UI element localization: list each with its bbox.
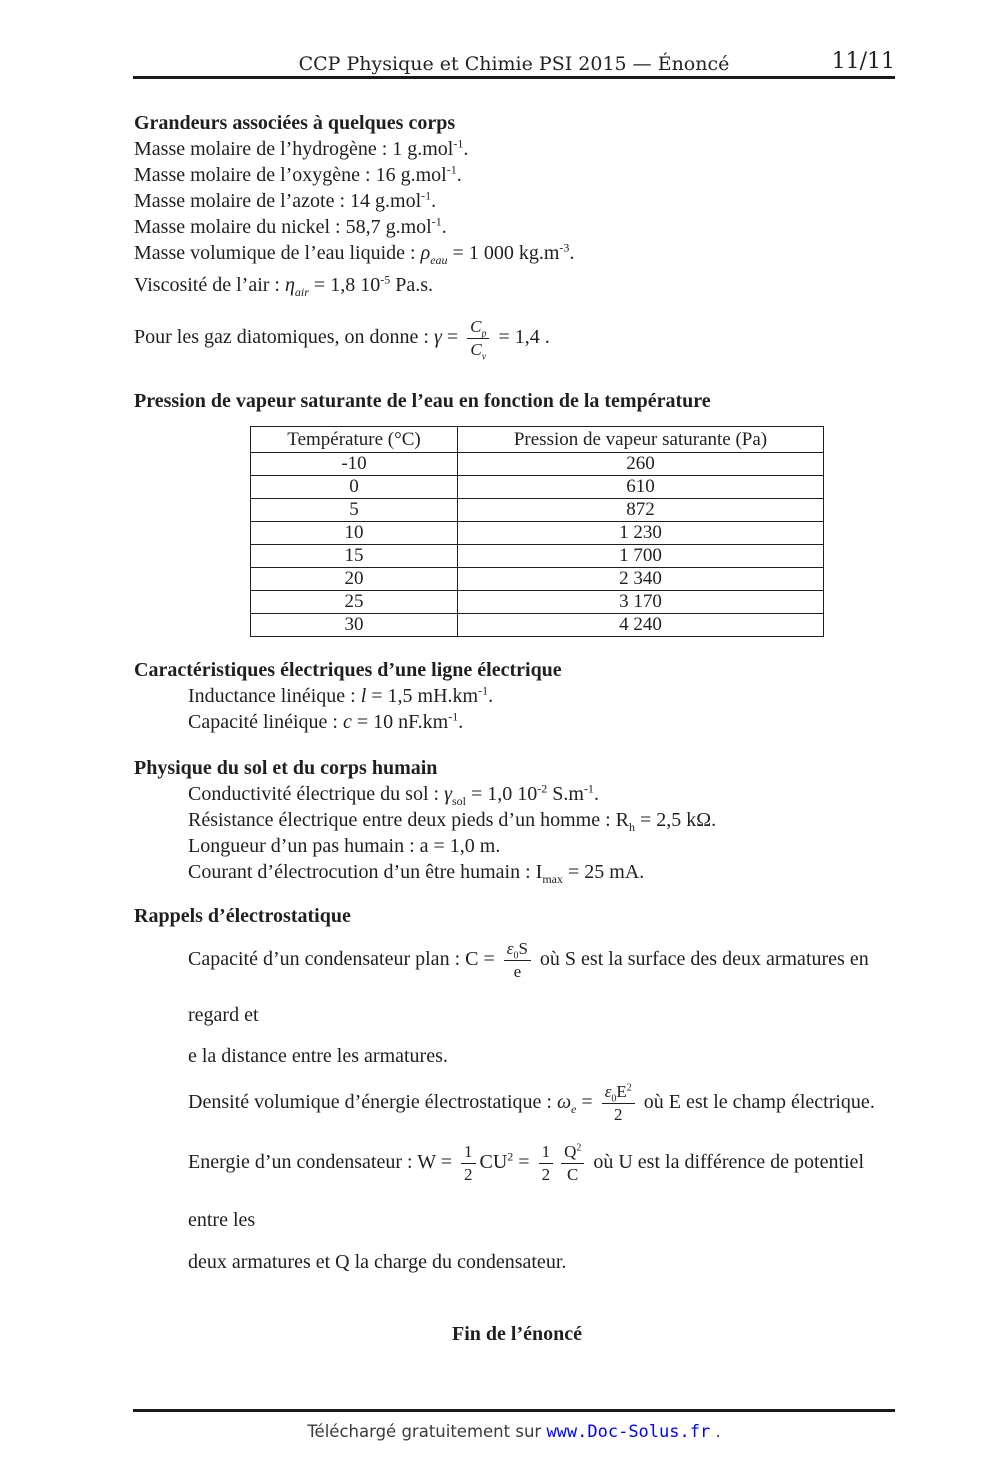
cell-pression: 1 700	[458, 545, 824, 568]
text-fragment: Viscosité de l’air :	[134, 274, 285, 296]
text-fragment: =	[478, 948, 500, 970]
text-fragment: .	[456, 164, 462, 186]
fraction-numerator	[467, 317, 489, 338]
text-fragment: = 1 000 kg.m	[447, 242, 560, 264]
fraction-numerator	[561, 1142, 584, 1163]
fraction-un-demi	[539, 1142, 554, 1186]
text-fragment: =	[513, 1151, 535, 1173]
table-header-row	[251, 427, 824, 453]
header-title: CCP Physique et Chimie PSI 2015 — Énoncé	[298, 53, 730, 75]
subscript: 0	[513, 949, 519, 961]
epsilon-symbol: ε	[506, 938, 514, 958]
rho-symbol: ρ	[420, 242, 431, 264]
l-symbol: l	[360, 685, 367, 707]
text-fragment: Pour les gaz diatomiques, on donne :	[134, 326, 434, 348]
fraction-numerator	[602, 1082, 635, 1103]
exponent: 2	[626, 1081, 632, 1093]
line-gamma-gaz	[134, 310, 900, 364]
exponent: -1	[478, 683, 489, 698]
text-fragment: Inductance linéique :	[188, 685, 361, 707]
line-masse-nickel	[134, 214, 900, 240]
subscript: h	[628, 820, 635, 834]
subscript: sol	[451, 794, 466, 808]
page-number: 11/11	[831, 49, 895, 74]
table-row	[251, 453, 824, 476]
table-row	[251, 522, 824, 545]
line-masse-hydrogene	[134, 136, 900, 162]
section-heading-grandeurs: Grandeurs associées à quelques corps	[134, 112, 456, 134]
line-masse-oxygene	[134, 162, 900, 188]
text-fragment: .	[458, 711, 464, 733]
cell-pression: 610	[458, 476, 824, 499]
text-fragment: Masse molaire de l’hydrogène : 1 g.mol	[134, 138, 454, 160]
table-row	[251, 499, 824, 522]
text-fragment: = 2,5 kΩ.	[634, 809, 717, 831]
exponent: 2	[576, 1141, 582, 1153]
exponent: -1	[453, 136, 464, 151]
line-inductance	[188, 683, 900, 709]
text-fragment: S	[518, 938, 528, 958]
exponent: 2	[507, 1149, 514, 1164]
text-fragment: =	[435, 1151, 457, 1173]
table-row	[251, 476, 824, 499]
fraction-denominator: e	[504, 960, 531, 982]
fraction-denominator: C	[561, 1163, 584, 1185]
cell-temperature: 25	[251, 591, 458, 614]
cell-temperature: 0	[251, 476, 458, 499]
table-row	[251, 591, 824, 614]
exponent: -2	[537, 781, 548, 796]
subscript: p	[481, 327, 487, 339]
text-fragment: Q	[564, 1141, 577, 1161]
text-fragment: E	[616, 1081, 627, 1101]
page-content	[134, 110, 900, 1347]
section-heading-vapeur: Pression de vapeur saturante de l’eau en fonction de la température	[134, 390, 711, 412]
vapor-pressure-table	[250, 426, 824, 637]
cell-pression: 4 240	[458, 614, 824, 637]
line-viscosite-air	[134, 272, 900, 298]
table-row	[251, 568, 824, 591]
exponent: -5	[380, 272, 391, 287]
text-fragment: = 1,4 .	[493, 326, 550, 348]
table-row	[251, 545, 824, 568]
fraction-denominator: 2	[602, 1103, 635, 1125]
text-fragment: .	[488, 685, 494, 707]
cell-temperature: 15	[251, 545, 458, 568]
text-fragment: où S est la surface des deux armatures en regard et	[188, 948, 869, 1026]
fraction-numerator: 1	[464, 1141, 473, 1161]
line-densite-energie	[188, 1073, 900, 1131]
text-fragment: où E est le champ électrique.	[638, 1091, 875, 1113]
text-fragment: Densité volumique d’énergie électrostatique :	[188, 1091, 557, 1113]
table-row	[251, 614, 824, 637]
text-fragment: Energie d’un condensateur : W	[188, 1151, 436, 1173]
line-masse-volumique-eau	[134, 240, 900, 266]
subscript: eau	[430, 253, 448, 267]
line-condensateur-plan	[188, 931, 900, 1043]
text-fragment: .	[441, 216, 447, 238]
text-fragment: Conductivité électrique du sol :	[188, 783, 445, 805]
text-fragment: = 1,0 10	[465, 783, 538, 805]
text-fragment: =	[441, 326, 464, 348]
text-fragment: Masse volumique de l’eau liquide :	[134, 242, 421, 264]
cell-pression: 872	[458, 499, 824, 522]
fraction-denominator	[467, 338, 489, 363]
gamma-symbol: γ	[444, 783, 452, 805]
eta-symbol: η	[284, 274, 295, 296]
subscript: 0	[611, 1092, 617, 1104]
text-fragment: .	[463, 138, 469, 160]
fraction-numerator	[504, 939, 531, 960]
fraction-cp-cv	[467, 317, 489, 361]
text-fragment: .	[569, 242, 575, 264]
text-fragment: C	[470, 339, 482, 359]
text-fragment: = 1,5 mH.km	[366, 685, 479, 707]
line-masse-azote	[134, 188, 900, 214]
text-fragment: Masse molaire de l’azote : 14 g.mol	[134, 190, 422, 212]
text-fragment: .	[593, 783, 599, 805]
gamma-symbol: γ	[433, 326, 442, 348]
line-conductivite	[188, 781, 900, 807]
cell-temperature: 20	[251, 568, 458, 591]
section-heading-electrostatique: Rappels d’électrostatique	[134, 905, 351, 927]
text-fragment: Résistance électrique entre deux pieds d’un homme : R	[188, 809, 629, 831]
line-condensateur-suite: e la distance entre les armatures.	[188, 1045, 448, 1067]
line-resistance	[188, 807, 900, 833]
cell-pression: 3 170	[458, 591, 824, 614]
cell-temperature: 30	[251, 614, 458, 637]
fraction-numerator: 1	[541, 1141, 551, 1161]
cell-temperature: -10	[251, 453, 458, 476]
end-of-document-label: Fin de l’énoncé	[452, 1323, 582, 1345]
line-energie-suite: deux armatures et Q la charge du condensateur.	[188, 1251, 567, 1273]
footer-text: Téléchargé gratuitement sur	[307, 1422, 547, 1441]
fraction-denominator: 2	[539, 1163, 554, 1185]
exponent: -1	[421, 188, 432, 203]
text-fragment: Capacité linéique :	[188, 711, 343, 733]
line-courant-electrocution	[188, 859, 900, 885]
column-header-temperature: Température (°C)	[251, 427, 458, 453]
subscript: v	[481, 351, 487, 363]
text-fragment: C	[470, 316, 482, 336]
cell-temperature: 5	[251, 499, 458, 522]
cell-temperature: 10	[251, 522, 458, 545]
c-symbol: c	[342, 711, 352, 733]
fraction-eps0S-e	[504, 939, 531, 983]
text-fragment: Courant d’électrocution d’un être humain : I	[188, 861, 543, 883]
text-fragment: = 25 mA.	[563, 861, 645, 883]
footer-text: .	[710, 1422, 721, 1441]
subscript: e	[571, 1102, 577, 1116]
subscript: air	[294, 285, 309, 299]
text-fragment: .	[431, 190, 437, 212]
epsilon-symbol: ε	[604, 1081, 612, 1101]
line-energie-condensateur	[188, 1133, 900, 1249]
text-fragment: = 10 nF.km	[351, 711, 449, 733]
text-fragment: =	[576, 1091, 598, 1113]
column-header-pression: Pression de vapeur saturante (Pa)	[458, 427, 824, 453]
cell-pression: 260	[458, 453, 824, 476]
text-fragment: où U est la différence de potentiel entre les	[188, 1151, 864, 1231]
exponent: -1	[448, 709, 459, 724]
cell-pression: 1 230	[458, 522, 824, 545]
text-fragment: Masse molaire du nickel : 58,7 g.mol	[134, 216, 432, 238]
section-heading-sol: Physique du sol et du corps humain	[134, 757, 438, 779]
section-heading-ligne: Caractéristiques électriques d’une ligne électrique	[134, 659, 562, 681]
text-fragment: = 1,8 10	[308, 274, 381, 296]
exponent: -1	[446, 162, 457, 177]
text-fragment: Pa.s.	[390, 274, 433, 296]
text-fragment: Capacité d’un condensateur plan : C	[188, 948, 479, 970]
omega-symbol: ω	[556, 1091, 572, 1113]
line-pas-humain: Longueur d’un pas humain : a = 1,0 m.	[188, 835, 501, 857]
text-fragment: CU	[479, 1151, 508, 1173]
doc-solus-link[interactable]: www.Doc-Solus.fr	[546, 1422, 711, 1442]
fraction-eps0E2-2	[602, 1082, 635, 1126]
cell-pression: 2 340	[458, 568, 824, 591]
subscript: max	[542, 872, 563, 886]
page-footer	[133, 1409, 895, 1442]
text-fragment: S.m	[547, 783, 584, 805]
fraction-q2-c	[561, 1142, 584, 1186]
fraction-un-demi	[461, 1142, 476, 1186]
fraction-denominator: 2	[461, 1163, 476, 1185]
line-capacite	[188, 709, 900, 735]
exponent: -1	[583, 781, 594, 796]
text-fragment: Masse molaire de l’oxygène : 16 g.mol	[134, 164, 447, 186]
exponent: -1	[431, 214, 442, 229]
exponent: -3	[559, 240, 570, 255]
page-header	[133, 49, 895, 79]
